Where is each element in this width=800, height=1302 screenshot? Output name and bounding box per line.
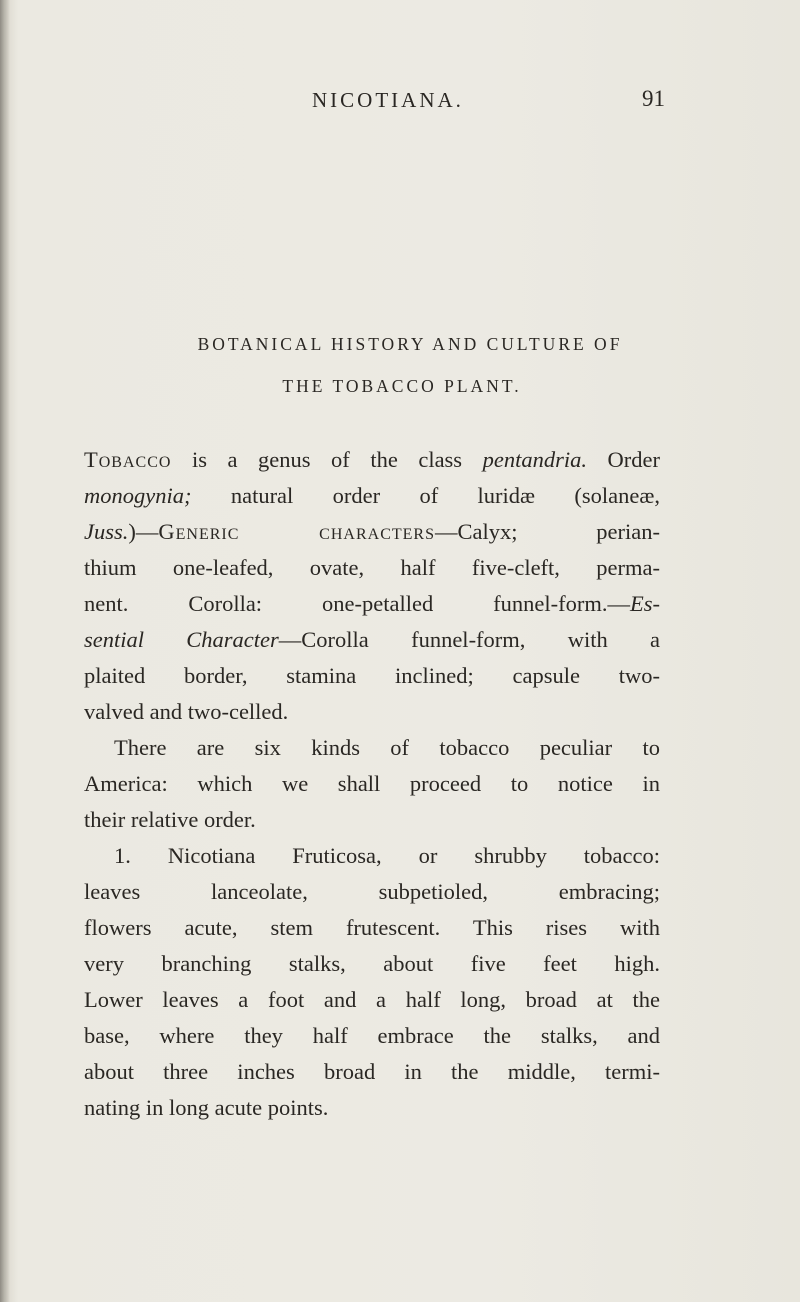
- text-line: thium one-leafed, ovate, half five-cleft, perma-: [84, 555, 660, 580]
- text-line: 1. Nicotiana Fruticosa, or shrubby tobacco:: [114, 843, 660, 868]
- text-line: very branching stalks, about five feet high.: [84, 951, 660, 976]
- text-line: America: which we shall proceed to notice in: [84, 771, 660, 796]
- page-number: 91: [642, 86, 665, 111]
- text-line: nent. Corolla: one-petalled funnel-form.—Es-: [84, 591, 660, 616]
- text-line: leaves lanceolate, subpetioled, embracing;: [84, 879, 660, 904]
- text-line: plaited border, stamina inclined; capsule two-: [84, 663, 660, 688]
- text-line: monogynia; natural order of luridæ (solaneæ,: [84, 483, 660, 508]
- text-line: valved and two-celled.: [84, 699, 289, 724]
- text-line: Juss.)—Generic characters—Calyx; perian-: [84, 519, 660, 544]
- text-line: nating in long acute points.: [84, 1095, 329, 1120]
- running-head: [0, 88, 800, 118]
- text-line: There are six kinds of tobacco peculiar to: [114, 735, 660, 760]
- page-gutter-shadow: [0, 0, 10, 1302]
- text-line: their relative order.: [84, 807, 256, 832]
- section-heading-line-1: BOTANICAL HISTORY AND CULTURE OF: [197, 334, 623, 354]
- text-line: Lower leaves a foot and a half long, broad at the: [84, 987, 660, 1012]
- text-line: Tobacco is a genus of the class pentandria. Order: [84, 447, 660, 472]
- text-line: base, where they half embrace the stalks, and: [84, 1023, 660, 1048]
- running-title: NICOTIANA.: [312, 88, 464, 112]
- section-heading-line-2: THE TOBACCO PLANT.: [282, 376, 522, 396]
- text-line: about three inches broad in the middle, termi-: [84, 1059, 660, 1084]
- text-line: flowers acute, stem frutescent. This rises with: [84, 915, 660, 940]
- text-line: sential Character—Corolla funnel-form, with a: [84, 627, 660, 652]
